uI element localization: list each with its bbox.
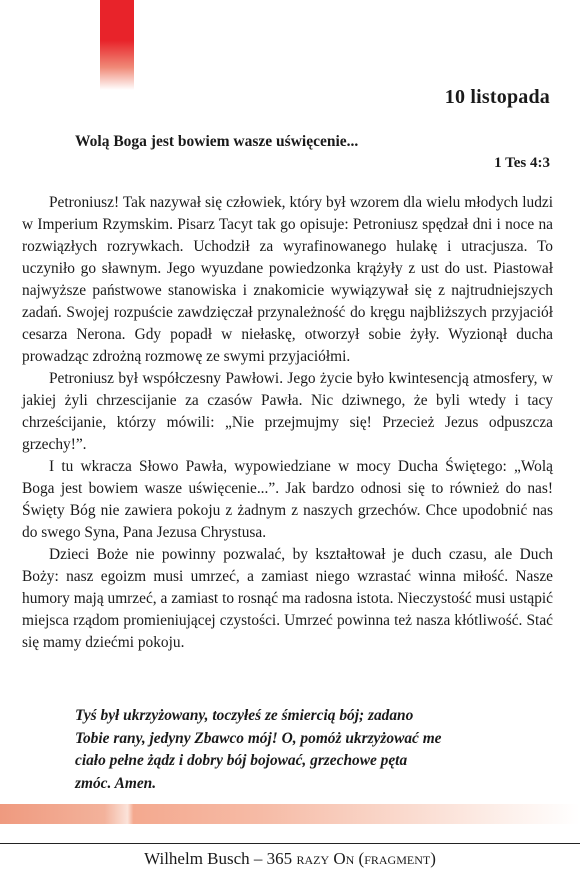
prayer-line: ciało pełne żądz i dobry bój bojować, grzechowe pęta <box>75 752 408 769</box>
footer-rule <box>0 843 580 844</box>
prayer <box>75 705 545 795</box>
devotional-text <box>22 192 553 654</box>
footer-book-title: razy On (fragment) <box>296 849 436 868</box>
decorative-band <box>0 804 580 824</box>
paragraph: Petroniusz był współczesny Pawłowi. Jego życie było kwintesencją atmosfery, w jakiej żyli chrzescijanie za czasów Pawła. Nic dziwnego, że byli wtedy i tacy chrześcijanie, którzy mówili: „Nie przejmujmy się! Przecież Jezus odpuszcza grzechy!”. <box>22 370 553 453</box>
bookmark-ribbon <box>100 0 134 90</box>
prayer-line: zmóc. Amen. <box>75 774 157 792</box>
page-date: 10 listopada <box>444 86 550 108</box>
paragraph: Dzieci Boże nie powinny pozwalać, by kształtował je duch czasu, ale Duch Boży: nasz egoizm musi umrzeć, a zamiast niego wzrastać winna miłość. Nasze humory mają umrzeć, a zamiast to rosnąć ma radosna istota. Nieczystość musi ustąpić miejsca rządom promieniującej czystości. Umrzeć powinna też nasza kłótliwość. Stać się mamy dziećmi pokoju. <box>22 546 553 651</box>
book-footer <box>0 849 580 869</box>
bible-verse-motto: Wolą Boga jest bowiem wasze uświęcenie... <box>75 133 359 150</box>
paragraph: Petroniusz! Tak nazywał się człowiek, który był wzorem dla wielu młodych ludzi w Imperium Rzymskim. Pisarz Tacyt tak go opisuje: Petroniusz spędzał dni i noce na rozwiązłych rozrywkach. Uchodził za wyrafinowanego hulakę i utracjusza. To uczyniło go sławnym. Jego wyuzdane powiedzonka krążyły z ust do ust. Piastował najwyższe państwowe stanowiska i znakomicie wywiązywał się z najtrudniejszych zadań. Swojej rozpuście zawdzięczał przynależność do kręgu najbliższych przyjaciół cesarza Nerona. Gdy popadł w niełaskę, otworzył sobie żyły. Wyzionął ducha prowadząc zdrożną rozmowę ze swymi przyjaciółmi. <box>22 194 553 365</box>
footer-author: Wilhelm Busch – 365 <box>144 849 293 868</box>
prayer-line: Tyś był ukrzyżowany, toczyłeś ze śmiercią bój; zadano <box>75 707 414 724</box>
prayer-line: Tobie rany, jedyny Zbawco mój! O, pomóż ukrzyżować me <box>75 729 442 747</box>
paragraph: I tu wkracza Słowo Pawła, wypowiedziane w mocy Ducha Świętego: „Wolą Boga jest bowiem wasze uświęcenie...”. Jak bardzo odnosi się to również do nas! Święty Bóg nie zawiera pokoju z żadnym z naszych grzechów. Chce upodobnić nas do swego Syna, Pana Jezusa Chrystusa. <box>22 458 553 541</box>
bible-reference: 1 Tes 4:3 <box>494 155 550 171</box>
